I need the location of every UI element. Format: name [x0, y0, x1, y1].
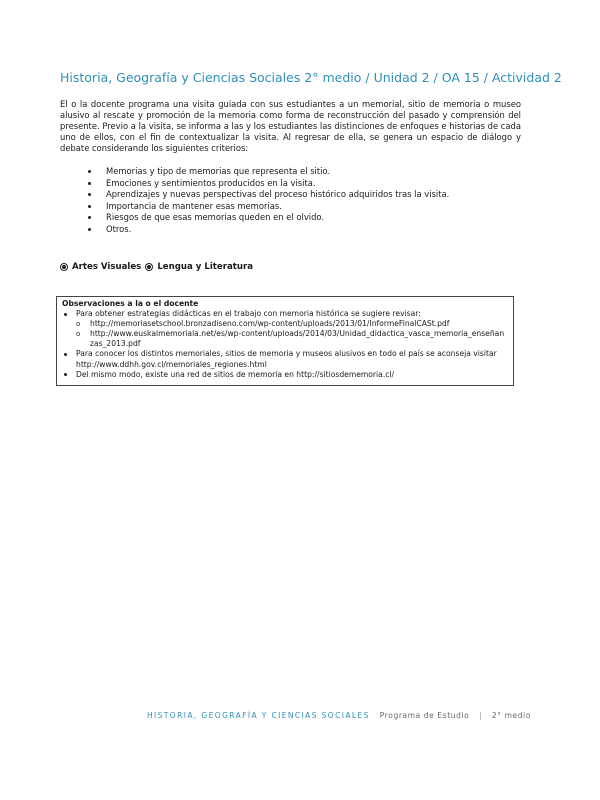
criteria-list — [88, 166, 508, 236]
list-item: Del mismo modo, existe una red de sitios de memoria en http://sitiosdememoria.cl/ — [62, 370, 508, 380]
observations-title: Observaciones a la o el docente — [62, 299, 199, 308]
reference-link[interactable]: o http://www.euskalmemoriala.net/es/wp-content/uploads/2014/03/Unidad_didactica_vasca_memoria_enseñanzas_2013.pdf — [76, 329, 508, 349]
footer-separator: | — [479, 711, 482, 720]
list-item: Memorias y tipo de memorias que representa el sitio. — [88, 166, 508, 178]
reference-links — [76, 319, 508, 349]
observations-list — [62, 309, 508, 380]
circle-dot-icon — [60, 263, 68, 271]
list-item: Emociones y sentimientos producidos en la visita. — [88, 178, 508, 190]
footer-program: Programa de Estudio — [379, 711, 470, 720]
footer-grade: 2° medio — [491, 711, 531, 720]
circle-dot-icon — [145, 263, 153, 271]
subject-links — [60, 262, 253, 272]
footer-subject: HISTORIA, GEOGRAFÍA Y CIENCIAS SOCIALES — [147, 711, 370, 720]
link-artes-visuales: Artes Visuales — [72, 262, 142, 272]
list-item: Importancia de mantener esas memorias. — [88, 201, 508, 213]
list-item: Para conocer los distintos memoriales, sitios de memoria y museos alusivos en todo el país se aconseja visitar http://www.ddhh.gov.cl/memoriales_regiones.html — [62, 349, 508, 369]
list-item: Aprendizajes y nuevas perspectivas del proceso histórico adquiridos tras la visita. — [88, 189, 508, 201]
page-footer — [147, 711, 531, 720]
reference-link[interactable]: o http://memoriasetschool.bronzadiseno.com/wp-content/uploads/2013/01/InformeFinalCASt.pdf — [76, 319, 508, 329]
list-item: Riesgos de que esas memorias queden en el olvido. — [88, 212, 508, 224]
link-lengua-literatura: Lengua y Literatura — [157, 262, 254, 272]
list-item: Otros. — [88, 224, 508, 236]
teacher-observations-box — [56, 296, 514, 386]
list-item — [62, 309, 508, 349]
observation-text: Para obtener estrategias didácticas en el trabajo con memoria histórica se sugiere revisar: — [76, 309, 421, 319]
activity-description: El o la docente programa una visita guiada con sus estudiantes a un memorial, sitio de memoria o museo alusivo al rescate y promoción de la memoria como forma de reconstrucción del pasado y comprensión del presente. Previo a la visita, se informa a las y los estudiantes las distinciones de enfoques e historias de cada uno de ellos, con el fin de contextualizar la visita. Al regresar de ella, se genera un espacio de diálogo y debate considerando los siguientes criterios: — [60, 99, 521, 153]
page-title: Historia, Geografía y Ciencias Sociales 2° medio / Unidad 2 / OA 15 / Actividad 2 — [60, 70, 562, 85]
